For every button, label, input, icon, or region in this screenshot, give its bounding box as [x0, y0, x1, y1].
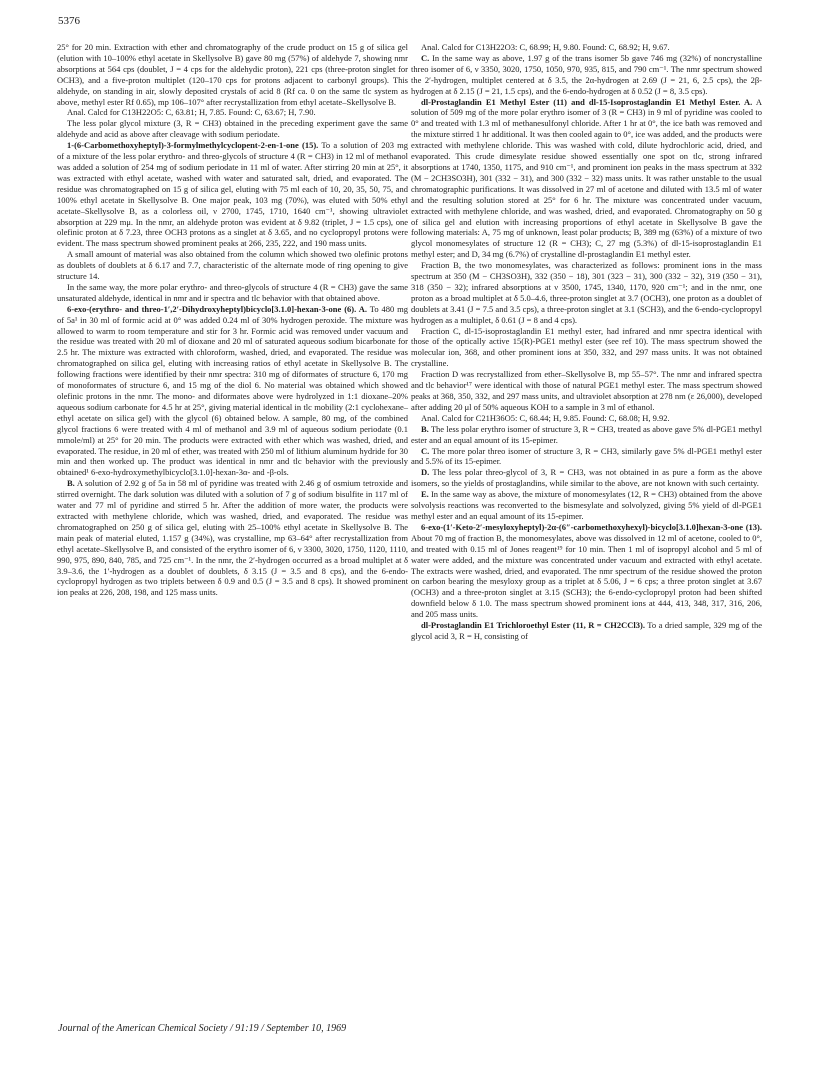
paragraph: [411, 53, 762, 97]
paragraph-text: In the same way as above, the mixture of monomesylates (12, R = CH3) obtained from the above solvolysis reactions was reconverted to the bismesylate and solvolyzed, giving 5% yield of dl-PGE1 methyl ester and an equal amount of its 15-epimer.: [411, 489, 762, 521]
paragraph: [411, 42, 762, 53]
paragraph: [411, 489, 762, 522]
paragraph-text: Fraction B, the two monomesylates, was characterized as follows: prominent ions in the mass spectrum at 350 (M − CH3SO3H), 332 (350 − 18), 301 (323 − 31), 300 (332 − 32), 319 (350 − 31), 318 (350 − 32); infrared absorptions at ν 3500, 1745, 1340, 1170, 920 cm⁻¹; and in the nmr, one proton as a broad multiplet at δ 5.0–4.6, three-proton singlet at 3.7 (OCH3), one proton as a doublet of doublets at 3.41 (J = 7.5 and 3.5 cps), a three-proton singlet at 3.1 (SCH3), and the 6-endo-cyclopropyl hydrogen as a multiplet, δ 0.61 (J = 8 and 4 cps).: [411, 260, 762, 325]
paragraph-text: A small amount of material was also obtained from the column which showed two olefinic protons as doublets of doublets at δ 6.17 and 7.7, characteristic of the alternate mode of ring opening to give structure 14.: [57, 249, 408, 282]
paragraph-heading: B.: [421, 423, 429, 434]
paragraph-heading: 6-exo-(erythro- and threo-1′,2′-Dihydroxyheptyl)bicyclo[3.1.0]-hexan-3-one (6). A.: [67, 303, 367, 314]
paragraph: [57, 118, 408, 140]
paragraph: [57, 282, 408, 304]
paragraph-heading: D.: [421, 467, 430, 478]
paragraph-text: Fraction C, dl-15-isoprostaglandin E1 methyl ester, had infrared and nmr spectra identical with those of the optically active 15(R)-PGE1 methyl ester (see ref 10). The mass spectrum showed the molecular ion, 368, and other prominent ions at 350, 332, and 297 mass units. It was not obtained crystalline.: [411, 325, 762, 369]
paragraph-text: Anal. Calcd for C21H36O5: C, 68.44; H, 9.85. Found: C, 68.08; H, 9.92.: [421, 412, 670, 423]
paragraph: [411, 424, 762, 446]
paragraph: [57, 140, 408, 249]
paragraph-heading: dl-Prostaglandin E1 Trichloroethyl Ester (11, R = CH2CCl3).: [421, 620, 645, 631]
paragraph-text: To 480 mg of 5a¹ in 30 ml of formic acid at 0° was added 0.24 ml of 30% hydrogen peroxide. The mixture was allowed to warm to room temperature and stir for 3 hr. Formic acid was removed under vacuum and the residue was treated with 20 ml of dioxane and 20 ml of saturated aqueous sodium bicarbonate for 2.5 hr. The mixture was extracted with chloroform, washed, dried, and evaporated. The residue was chromatographed on silica gel, eluting with increasing ratios of ethyl acetate in Skellysolve B. The following fractions were identified by their nmr spectra: 310 mg of diformates of structure 6, 170 mg of monoformates of structure 6, and 15 mg of the diol 6. No material was obtained which showed olefinic protons in the nmr. The mono- and diformates above were hydrolyzed in 1:1 dioxane–20% aqueous sodium carbonate for 4.5 hr at 25°, giving material identical in tlc mobility (2:1 cyclohexane–ethyl acetate on silica gel) with the glycol (6) obtained below. A sample, 80 mg, of the combined glycol fractions 6 were treated with 4 ml of methanol and 3.9 ml of aqueous sodium periodate (0.1 mmole/ml) at 25° for 20 min. The products were extracted with ether which was washed, dried, and evaporated. The residue, in 20 ml of ether, was treated with 250 ml of lithium aluminum hydride for 30 min and then worked up. The product was identical in nmr and tlc behavior with the previously obtained¹ 6-exo-hydroxymethylbicyclo[3.1.0]-hexan-3α- and -β-ols.: [57, 303, 409, 478]
paragraph: [411, 446, 762, 468]
paragraph-heading: B.: [67, 478, 75, 489]
paragraph-text: To a dried sample, 329 mg of the glycol acid 3, R = H, consisting of: [411, 620, 762, 641]
paragraph: [57, 107, 408, 118]
paragraph-heading: C.: [421, 52, 430, 63]
paragraph-text: Fraction D was recrystallized from ether–Skellysolve B, mp 55–57°. The nmr and infrared spectra and tlc behavior¹⁷ were identical with those of natural PGE1 methyl ester. The mass spectrum showed peaks at 368, 350, 332, and 297 mass units, and ultraviolet absorption at 278 nm (ε 26,000), developed after adding 20 μl of 50% aqueous KOH to a sample in 3 ml of ethanol.: [411, 369, 762, 412]
paragraph-heading: C.: [421, 445, 430, 456]
page-number: 5376: [58, 15, 80, 27]
paragraph: [57, 42, 408, 107]
journal-footer: Journal of the American Chemical Society / 91:19 / September 10, 1969: [58, 1023, 347, 1034]
paragraph: [411, 97, 762, 261]
paragraph-heading: 6-exo-(1′-Keto-2′-mesyloxyheptyl)-2α-(6″-carbomethoxyhexyl)-bicyclo[3.1.0]hexan-3-one (13).: [421, 521, 762, 532]
paragraph: [411, 620, 762, 642]
paragraph-text: A solution of 2.92 g of 5a in 58 ml of pyridine was treated with 2.46 g of osmium tetroxide and stirred overnight. The dark solution was diluted with a solution of 7 g of sodium bisulfite in 117 ml of water and 77 ml of pyridine and stirred 5 hr. After the addition of more water, the products were extracted with methylene chloride, which was washed, dried, and evaporated. The residue was chromatographed on 250 g of silica gel, eluting with 25–100% ethyl acetate in Skellysolve B. The main peak of material eluted, 1.157 g (34%), was crystalline, mp 63–64° after recrystallization from ethyl acetate–Skellysolve B, and consisted of the erythro isomer of 6, ν 3300, 3020, 1750, 1120, 1110, 990, 975, 890, 840, 785, and 725 cm⁻¹. In the nmr, the 2′-hydrogen occurred as a broad multiplet at δ 3.9–3.6, the 1′-hydrogen as a doublet of doublets, δ 3.15 (J = 3.5 and 8 cps), and the 6-endo-cyclopropyl hydrogen as two triplets between δ 0.9 and 0.5 (J = 3.5 and 8 cps). It showed prominent ion peaks at 226, 208, 198, and 125 mass units.: [57, 478, 408, 598]
paragraph-text: About 70 mg of fraction B, the monomesylates, above was dissolved in 12 ml of acetone, cooled to 0°, and treated with 0.15 ml of Jones reagent¹⁹ for 10 min. Then 1 ml of isopropyl alcohol and 5 ml of water were added, and the mixture was concentrated under vacuum and extracted with ethyl acetate. The extracts were washed, dried, and evaporated. The nmr spectrum of the residue showed the proton on carbon bearing the mesyloxy group as a triplet at δ 5.06, J = 6 cps; a three proton singlet at 3.67 (OCH3) and a three-proton singlet at 3.15 (SCH3); the 6-endo-cyclopropyl proton had been shifted downfield below δ 1.0. The mass spectrum showed prominent ions at 444, 413, 348, 317, 316, 206, and 205 mass units.: [411, 532, 762, 620]
paragraph: [411, 369, 762, 413]
paragraph: [57, 249, 408, 282]
paragraph-text: To a solution of 203 mg of a mixture of the less polar erythro- and threo-glycols of structure 4 (R = CH3) in 12 ml of methanol was added a solution of 254 mg of sodium periodate in 11 ml of water. After stirring 20 min at 25°, it was extracted with ethyl acetate, washed with water and saturated salt, dried, and evaporated. The residue was chromatographed on 15 g of silica gel, eluting with 75 ml each of 10, 20, 35, 50, 75, and 100% ethyl acetate in Skellysolve B. One major peak, 103 mg (70%), was eluted with 50% ethyl acetate–Skellysolve B, as a colorless oil, ν 2700, 1745, 1710, 1640 cm⁻¹, showing ultraviolet absorption at 229 mμ. In the nmr, an aldehyde proton was evident at δ 9.82 (triplet, J = 1.5 cps), one olefinic proton at δ 7.23, three OCH3 protons as a singlet at δ 3.65, and no cyclopropyl protons were evident. The mass spectrum showed prominent peaks at 266, 235, 222, and 190 mass units.: [57, 140, 409, 249]
paragraph: [411, 413, 762, 424]
paragraph: [411, 467, 762, 489]
paragraph-text: In the same way, the more polar erythro- and threo-glycols of structure 4 (R = CH3) gave the same unsaturated aldehyde, identical in nmr and ir spectra and tlc behavior with that obtained above.: [57, 281, 408, 303]
paragraph: [411, 522, 762, 620]
paragraph: [57, 478, 408, 598]
paragraph-text: Anal. Calcd for C13H22O5: C, 63.81; H, 7.85. Found: C, 63.67; H, 7.90.: [67, 107, 316, 118]
paragraph: [411, 326, 762, 370]
paragraph-heading: E.: [421, 489, 429, 500]
paragraph-text: The less polar threo-glycol of 3, R = CH3, was not obtained in as pure a form as the above isomers, so the yields of prostaglandins, while similar to the above, are not known with such certainty.: [411, 467, 762, 489]
paragraph-text: In the same way as above, 1.97 g of the trans isomer 5b gave 746 mg (32%) of noncrystalline threo isomer of 6, ν 3350, 3020, 1750, 1050, 970, 935, 815, and 790 cm⁻¹. The nmr spectrum showed the 2′-hydrogen, multiplet centered at δ 3.5, the 2α-hydrogen at 2.69 (J = 21, 6, 2.5 cps), the 2β-hydrogen at δ 2.15 (J = 21, 1.5 cps), and the 6-endo-hydrogen at δ 0.52 (J = 8, 3.5 cps).: [411, 52, 762, 96]
paragraph-text: The less polar glycol mixture (3, R = CH3) obtained in the preceding experiment gave the same aldehyde and acid as above after cleavage with sodium periodate.: [57, 118, 408, 140]
left-column: [57, 42, 408, 598]
paragraph-text: Anal. Calcd for C13H22O3: C, 68.99; H, 9.80. Found: C, 68.92; H, 9.67.: [421, 42, 670, 52]
paragraph-heading: dl-Prostaglandin E1 Methyl Ester (11) and dl-15-Isoprostaglandin E1 Methyl Ester. A.: [421, 96, 753, 107]
paragraph: [411, 260, 762, 325]
paragraph-text: The less polar erythro isomer of structure 3, R = CH3, treated as above gave 5% dl-PGE1 methyl ester and an equal amount of its 15-epimer.: [411, 423, 762, 445]
paragraph: [57, 304, 408, 479]
paragraph-heading: 1-(6-Carbomethoxyheptyl)-3-formylmethylcyclopent-2-en-1-one (15).: [67, 140, 319, 151]
paragraph-text: A solution of 509 mg of the more polar erythro isomer of 3 (R = CH3) in 9 ml of pyridine was cooled to 0° and treated with 1.3 ml of methanesulfonyl chloride. After 1 hr at 0°, the ice bath was removed and the mixture stirred 1 hr additional. It was then cooled again to 0°, ice was added, and the products were extracted with methylene chloride. This was washed with cold, dilute hydrochloric acid, dried, and evaporated. This crude dimesylate residue showed essentially one spot on tlc, strong infrared absorptions at 1740, 1350, 1175, and 910 cm⁻¹, and prominent ion peaks in the mass spectrum at 332 (M − 2CH3SO3H), 301 (332 − 31), and 300 (332 − 32) mass units. It was rather unstable to the usual chromatographic purifications. It was dissolved in 27 ml of acetone and diluted with 13.5 ml of water and the resulting solution stored at 25° for 6 hr. The mixture was concentrated under vacuum, extracted with methylene chloride, and was washed, dried, and evaporated. Chromatography on 50 g of silica gel and elution with increasing proportions of ethyl acetate in Skellysolve B gave the following materials: A, 75 mg of unknown, least polar products; B, 389 mg (63%) of a mixture of two glycol monomesylates of structure 12 (R = CH3); C, 27 mg (5.3%) of dl-15-isoprostaglandin E1 methyl ester; and D, 34 mg (6.7%) of crystalline dl-prostaglandin E1 methyl ester.: [411, 96, 762, 260]
paragraph-text: 25° for 20 min. Extraction with ether and chromatography of the crude product on 15 g of silica gel (elution with 10–100% ethyl acetate in Skellysolve B) gave 80 mg (57%) of aldehyde 7, showing nmr absorptions at 564 cps (doublet, J = 4 cps for the aldehydic proton), 221 cps (three-proton singlet for OCH3), and a five-proton multiplet (120–170 cps for protons adjacent to carbonyl groups). This aldehyde, on standing in air, slowly deposited crystals of acid 8 (Rf ca. 0 on the same tlc system as above, methyl ester Rf 0.65), mp 106–107° after recrystallization from ethyl acetate–Skellysolve B.: [57, 42, 408, 107]
right-column: [411, 42, 762, 642]
paragraph-text: The more polar threo isomer of structure 3, R = CH3, similarly gave 5% dl-PGE1 methyl ester and 5.5% of its 15-epimer.: [411, 445, 762, 467]
